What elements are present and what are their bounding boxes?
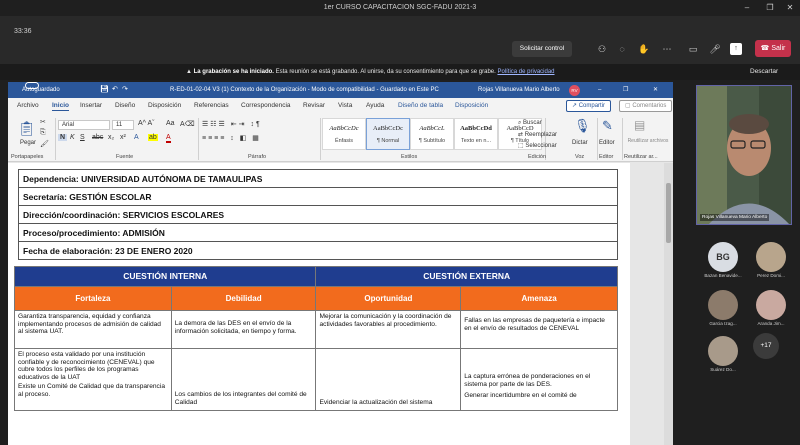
grow-font-icon[interactable]: A^ Aˇ bbox=[138, 120, 155, 127]
reuse-files-icon[interactable]: ▤ bbox=[634, 118, 646, 132]
recording-banner bbox=[0, 64, 800, 80]
table-cell[interactable]: El proceso esta validado por una institución confiable y de reconocimiento (CENEVAL) que cubre todos los perfiles de los programas educativos de la UAT Existe un Comité de Calidad que da transparencia al proceso. bbox=[15, 349, 172, 411]
replace-button[interactable]: ⇄ Reemplazar bbox=[518, 132, 558, 138]
table-cell[interactable]: Garantiza transparencia, equidad y confianza implementando procesos de admisión de calidad al sistema UAT. bbox=[15, 311, 172, 349]
group-clipboard: Portapapeles bbox=[11, 154, 44, 160]
mic-icon[interactable]: 🎤︎ bbox=[709, 44, 721, 54]
people-icon[interactable]: ⚇ bbox=[597, 44, 607, 54]
group-reuse: Reutilizar ar... bbox=[624, 154, 658, 160]
fecha-row[interactable]: Fecha de elaboración: 23 DE ENERO 2020 bbox=[19, 242, 618, 260]
subscript-button[interactable]: x₂ bbox=[108, 134, 115, 141]
document-title: R-ED-01-02-04 V3 (1) Contexto de la Organización - Modo de compatibilidad - Guardado en Este PC bbox=[170, 87, 439, 93]
foda-table bbox=[14, 266, 618, 411]
more-icon[interactable]: ⋯ bbox=[662, 44, 672, 54]
document-area bbox=[8, 163, 673, 445]
bold-button[interactable]: N bbox=[60, 134, 66, 141]
request-control-button[interactable]: Solicitar control bbox=[512, 41, 572, 57]
word-title-bar: Autoguardado 💾︎ ↶ ↷ R-ED-01-02-04 V3 (1) Contexto de la Organización - Modo de compatibilidad - Guardado en Este PC Rojas Villanueva Mario Alberto RV – ❐ ✕ bbox=[8, 82, 673, 98]
format-painter-icon[interactable]: 🖌︎ bbox=[40, 141, 49, 148]
speaker-video bbox=[697, 86, 792, 225]
tab-ayuda[interactable]: Ayuda bbox=[366, 102, 385, 109]
col-debilidad[interactable]: Debilidad bbox=[171, 287, 316, 311]
dictate-label: Dictar bbox=[572, 140, 588, 146]
tab-revisar[interactable]: Revisar bbox=[303, 102, 326, 109]
share-button[interactable]: ↗ Compartir bbox=[566, 100, 611, 112]
share-icon[interactable]: ↑ bbox=[730, 43, 742, 55]
leave-label: Salir bbox=[771, 45, 786, 52]
table-cell[interactable]: La captura errónea de ponderaciones en el sistema por parte de las DES. Generar incertidumbre en el comité de bbox=[461, 349, 618, 411]
raise-hand-icon[interactable]: ✋ bbox=[638, 44, 650, 54]
user-avatar[interactable]: RV bbox=[569, 85, 580, 96]
participant-name: Garcia Izag... bbox=[709, 321, 737, 326]
dictate-icon[interactable]: 🎙︎ bbox=[574, 118, 591, 133]
reuse-label: Reutilizar archivos bbox=[627, 138, 669, 144]
participant-tile[interactable] bbox=[705, 336, 741, 372]
restore-icon[interactable]: ❐ bbox=[623, 87, 629, 93]
find-button[interactable]: ⌕ Buscar bbox=[518, 120, 542, 126]
col-oportunidad[interactable]: Oportunidad bbox=[316, 287, 461, 311]
tab-diseno-tabla[interactable]: Diseño de tabla bbox=[398, 102, 444, 109]
warning-icon: ▲ bbox=[186, 69, 194, 75]
col-amenaza[interactable]: Amenaza bbox=[461, 287, 618, 311]
participant-tile[interactable] bbox=[704, 242, 742, 278]
camera-icon[interactable]: ▭ bbox=[688, 44, 698, 54]
shared-screen bbox=[8, 82, 673, 445]
ribbon-home bbox=[8, 114, 673, 162]
close-icon[interactable]: ✕ bbox=[653, 87, 659, 93]
chat-icon[interactable]: ◌ bbox=[619, 44, 625, 54]
tab-referencias[interactable]: Referencias bbox=[194, 102, 229, 109]
direccion-row[interactable]: Dirección/coordinación: SERVICIOS ESCOLARES bbox=[19, 206, 618, 224]
col-fortaleza[interactable]: Fortaleza bbox=[15, 287, 172, 311]
list-buttons-icon[interactable]: ☰☷☰ ⇤⇥ ↕¶ bbox=[202, 121, 262, 128]
align-buttons-icon[interactable]: ≡≡≡≡ ↕ ◧ ▦ bbox=[202, 135, 261, 142]
participant-name: Perez Domi... bbox=[757, 273, 785, 278]
dismiss-button[interactable]: Descartar bbox=[750, 68, 779, 75]
comments-button[interactable]: ▢ Comentarios bbox=[619, 100, 672, 112]
leave-button[interactable] bbox=[755, 40, 791, 57]
meeting-controls-bar bbox=[0, 16, 800, 64]
table-cell[interactable]: Fallas en las empresas de paquetería e impacte en el envío de resultados de CENEVAL bbox=[461, 311, 618, 349]
document-page[interactable] bbox=[8, 163, 630, 445]
style-subtitulo[interactable]: AaBbCcL ¶ Subtítulo bbox=[410, 118, 454, 150]
participant-tile[interactable] bbox=[753, 242, 789, 278]
tab-diseno[interactable]: Diseño bbox=[115, 102, 136, 109]
recording-message bbox=[186, 64, 555, 80]
external-header[interactable]: CUESTIÓN EXTERNA bbox=[316, 267, 618, 287]
superscript-button[interactable]: x² bbox=[120, 134, 126, 141]
group-font: Fuente bbox=[116, 154, 134, 160]
restore-icon[interactable]: ❐ bbox=[766, 3, 774, 12]
internal-header[interactable]: CUESTIÓN INTERNA bbox=[15, 267, 316, 287]
italic-button[interactable]: K bbox=[70, 134, 75, 141]
group-voice: Voz bbox=[575, 154, 585, 160]
tab-vista[interactable]: Vista bbox=[338, 102, 353, 109]
group-styles: Estilos bbox=[401, 154, 418, 160]
table-cell[interactable]: Evidenciar la actualización del sistema bbox=[316, 349, 461, 411]
user-name: Rojas Villanueva Mario Alberto bbox=[478, 87, 560, 93]
avatar bbox=[708, 336, 738, 366]
highlight-icon[interactable]: ab bbox=[149, 134, 157, 141]
participant-gallery bbox=[673, 82, 800, 445]
avatar: BG bbox=[708, 242, 738, 272]
group-editor: Editor bbox=[599, 154, 614, 160]
speaker-name: Rojas Villanueva Mario Alberto bbox=[702, 215, 768, 220]
privacy-link[interactable]: Política de privacidad bbox=[497, 69, 555, 75]
group-editing: Edición bbox=[528, 154, 547, 160]
close-icon[interactable]: ✕ bbox=[786, 3, 794, 12]
table-cell[interactable]: Los cambios de los integrantes del comité de Calidad bbox=[171, 349, 316, 411]
style-normal[interactable]: AaBbCcDc ¶ Normal bbox=[366, 118, 410, 150]
participant-name: Aranda Jim... bbox=[757, 321, 785, 326]
avatar bbox=[756, 290, 786, 320]
tab-disposicion[interactable]: Disposición bbox=[148, 102, 182, 109]
more-participants-button[interactable]: +17 bbox=[753, 333, 779, 359]
save-icon[interactable]: 💾︎ bbox=[100, 86, 109, 93]
recording-text: Esta reunión se está grabando. Al unirse, da su consentimiento para que se grabe. bbox=[275, 69, 496, 75]
style-titulo[interactable]: AaBbCcD ¶ Título bbox=[498, 118, 542, 150]
clear-format-icon[interactable]: A⌫ bbox=[180, 121, 195, 128]
font-size-select[interactable]: 11 bbox=[112, 120, 134, 130]
ribbon-tabs bbox=[8, 98, 673, 114]
secretaria-row[interactable]: Secretaría: GESTIÓN ESCOLAR bbox=[19, 188, 618, 206]
avatar bbox=[756, 242, 786, 272]
avatar bbox=[708, 290, 738, 320]
recording-title: La grabación se ha iniciado. bbox=[193, 69, 274, 75]
phone-icon: ☎ bbox=[760, 45, 772, 52]
table-cell[interactable]: La demora de las DES en el envío de la información solicitada, en tiempo y forma. bbox=[171, 311, 316, 349]
underline-button[interactable]: S bbox=[80, 134, 85, 141]
tab-disposicion-tabla[interactable]: Disposición bbox=[455, 102, 489, 109]
font-color-icon[interactable]: A bbox=[166, 134, 171, 141]
participant-tile[interactable] bbox=[753, 290, 789, 326]
scrollbar-thumb[interactable] bbox=[666, 183, 671, 243]
font-name-select[interactable]: Arial bbox=[58, 120, 110, 130]
participant-name: Suárez Do... bbox=[710, 367, 736, 372]
tab-inicio[interactable]: Inicio bbox=[52, 102, 69, 109]
select-button[interactable]: ⬚ Seleccionar bbox=[518, 143, 557, 149]
tab-archivo[interactable]: Archivo bbox=[17, 102, 39, 109]
participant-name: Bazan Benavide... bbox=[704, 273, 742, 278]
paste-label: Pegar bbox=[20, 140, 37, 146]
style-texto[interactable]: AaBbCcDd Texto en n... bbox=[454, 118, 498, 150]
copy-icon[interactable]: ⎘ bbox=[40, 129, 46, 136]
dependencia-row[interactable]: Dependencia: UNIVERSIDAD AUTÓNOMA DE TAMAULIPAS bbox=[19, 170, 618, 188]
style-enfasis[interactable]: AaBbCcDc Énfasis bbox=[322, 118, 366, 150]
tab-correspondencia[interactable]: Correspondencia bbox=[241, 102, 291, 109]
change-case-icon[interactable]: Aa bbox=[166, 120, 175, 127]
speaker-video-tile[interactable] bbox=[696, 85, 792, 225]
cut-icon[interactable]: ✂ bbox=[40, 119, 46, 126]
minimize-icon[interactable]: – bbox=[744, 3, 750, 12]
minimize-icon[interactable]: – bbox=[598, 87, 602, 93]
participant-tile[interactable] bbox=[705, 290, 741, 326]
window-title: 1er CURSO CAPACITACION SGC-FADU 2021-3 bbox=[323, 4, 477, 11]
text-effects-icon[interactable]: A bbox=[134, 134, 139, 141]
window-title-bar bbox=[0, 0, 800, 16]
table-cell[interactable]: Mejorar la comunicación y la coordinación de actividades favorables al procedimiento. bbox=[316, 311, 461, 349]
header-table bbox=[18, 169, 618, 260]
group-paragraph: Párrafo bbox=[248, 154, 267, 160]
editor-icon[interactable]: ✎ bbox=[602, 118, 613, 133]
undo-icon[interactable]: ↶ bbox=[112, 86, 118, 93]
meeting-timer: 33:36 bbox=[14, 28, 32, 35]
strikethrough-button[interactable]: abc bbox=[92, 134, 104, 141]
editor-label: Editor bbox=[599, 140, 615, 146]
redo-icon[interactable]: ↷ bbox=[122, 86, 128, 93]
tab-insertar[interactable]: Insertar bbox=[80, 102, 103, 109]
proceso-row[interactable]: Proceso/procedimiento: ADMISIÓN bbox=[19, 224, 618, 242]
paste-icon[interactable]: 📋︎ bbox=[18, 120, 36, 136]
